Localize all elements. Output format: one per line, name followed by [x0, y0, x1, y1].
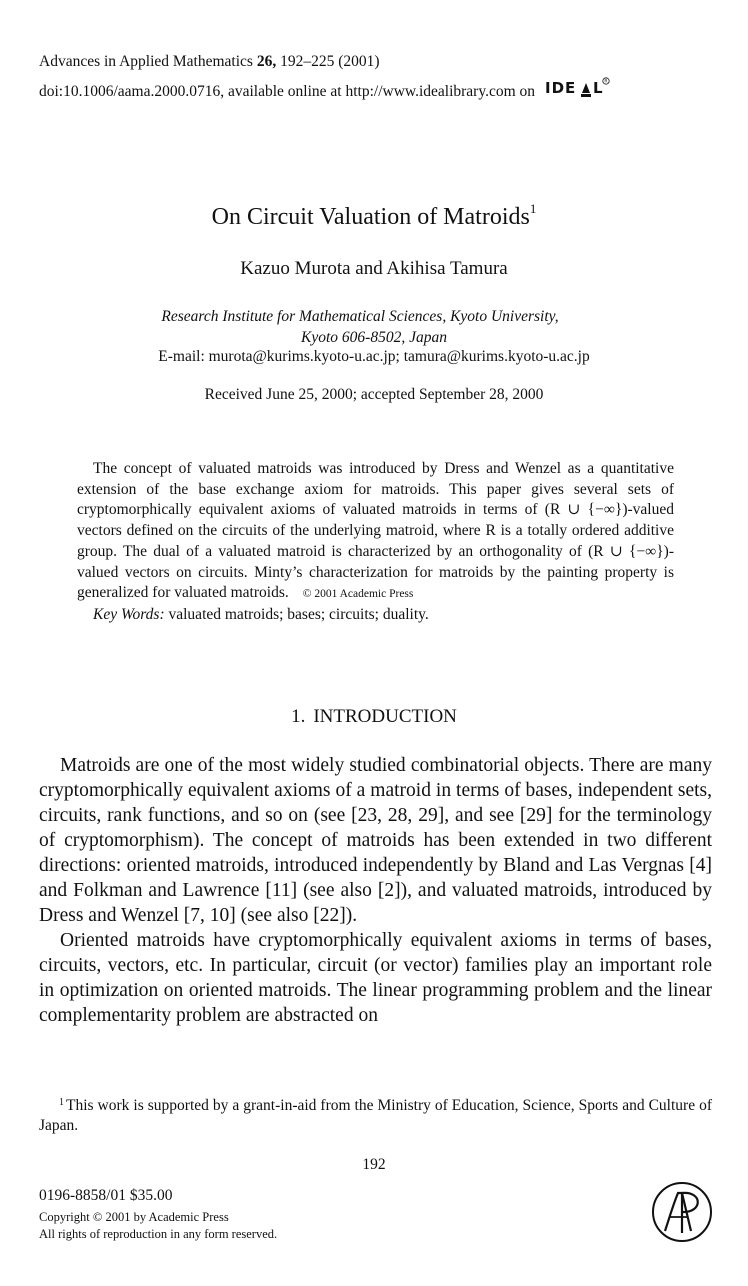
page-number: 192	[362, 1156, 386, 1173]
journal-citation	[39, 52, 380, 72]
svg-text:L: L	[592, 79, 603, 97]
paper-title	[0, 203, 748, 231]
keywords	[77, 605, 674, 626]
body-text	[39, 753, 712, 1028]
keywords-label: Key Words:	[93, 605, 165, 623]
paper-title-text: On Circuit Valuation of Matroids	[211, 204, 530, 230]
journal-pages-year: 192–225 (2001)	[280, 53, 380, 70]
abstract-text	[77, 459, 674, 605]
body-paragraph-1: Matroids are one of the most widely studied combinatorial objects. There are many cryptomorphically equivalent axioms of a matroid in terms of bases, independent sets, circuits, rank functions, and so on (see [23, 28, 29], and see [29] for the terminology of cryptomorphism). The concept of matroids has been extended in two different directions: oriented matroids, introduced independently by Bland and Las Vergnas [4] and Folkman and Lawrence [11] (see also [2]), and valuated matroids, introduced by Dress and Wenzel [7, 10] (see also [22]).	[39, 755, 712, 926]
affiliation	[0, 306, 748, 348]
affiliation-line-2: Kyoto 606-8502, Japan	[301, 329, 447, 346]
footnote-text: This work is supported by a grant-in-aid from the Ministry of Education, Science, Sports and Culture of Japan.	[39, 1097, 712, 1134]
abstract-body: The concept of valuated matroids was introduced by Dress and Wenzel as a quantitative extension of the base exchange axiom for matroids. This paper gives several sets of cryptomorphically equivalent axioms of valuated matroids in terms of (R ∪ {−∞})-valued vectors defined on the circuits of the underlying matroid, where R is a totally ordered additive group. The dual of a valuated matroid is characterized by an orthogonality of (R ∪ {−∞})-valued vectors on circuits. Minty’s characterization for matroids by the painting property is generalized for valuated matroids.	[77, 460, 674, 602]
doi-text: doi:10.1006/aama.2000.0716, available online at http://www.idealibrary.com on	[39, 83, 536, 100]
journal-volume: 26,	[256, 53, 277, 70]
footnote-mark: 1	[59, 1097, 64, 1108]
body-paragraph-2: Oriented matroids have cryptomorphically equivalent axioms in terms of bases, circuits, vectors, etc. In particular, circuit (or vector) families play an important role in optimization on oriented matroids. The linear programming problem and the linear complementarity problem are abstracted on	[39, 930, 712, 1026]
keywords-list: valuated matroids; bases; circuits; duality.	[168, 605, 429, 623]
title-footnote-mark: 1	[529, 201, 537, 216]
copyright-line: Copyright © 2001 by Academic Press	[39, 1210, 229, 1224]
abstract	[77, 459, 674, 626]
doi-line	[39, 77, 611, 105]
rights-line: All rights of reproduction in any form reserved.	[39, 1227, 278, 1241]
journal-name: Advances in Applied Mathematics	[39, 53, 253, 70]
svg-text:IDE: IDE	[544, 79, 577, 97]
section-title: INTRODUCTION	[313, 706, 457, 727]
footnote	[39, 1096, 712, 1136]
academic-press-logo-icon	[651, 1181, 713, 1243]
section-number: 1.	[291, 706, 306, 727]
received-dates: Received June 25, 2000; accepted September 28, 2000	[204, 386, 544, 403]
issn-price: 0196-8858/01 $35.00	[39, 1187, 173, 1204]
ideal-logo-icon	[545, 77, 611, 105]
affiliation-line-1: Research Institute for Mathematical Sciences, Kyoto University,	[161, 308, 559, 325]
section-heading	[0, 705, 748, 729]
svg-text:R: R	[604, 79, 608, 85]
email-line: E-mail: murota@kurims.kyoto-u.ac.jp; tamura@kurims.kyoto-u.ac.jp	[158, 348, 590, 365]
abstract-copyright: © 2001 Academic Press	[302, 588, 414, 601]
authors: Kazuo Murota and Akihisa Tamura	[240, 258, 508, 279]
